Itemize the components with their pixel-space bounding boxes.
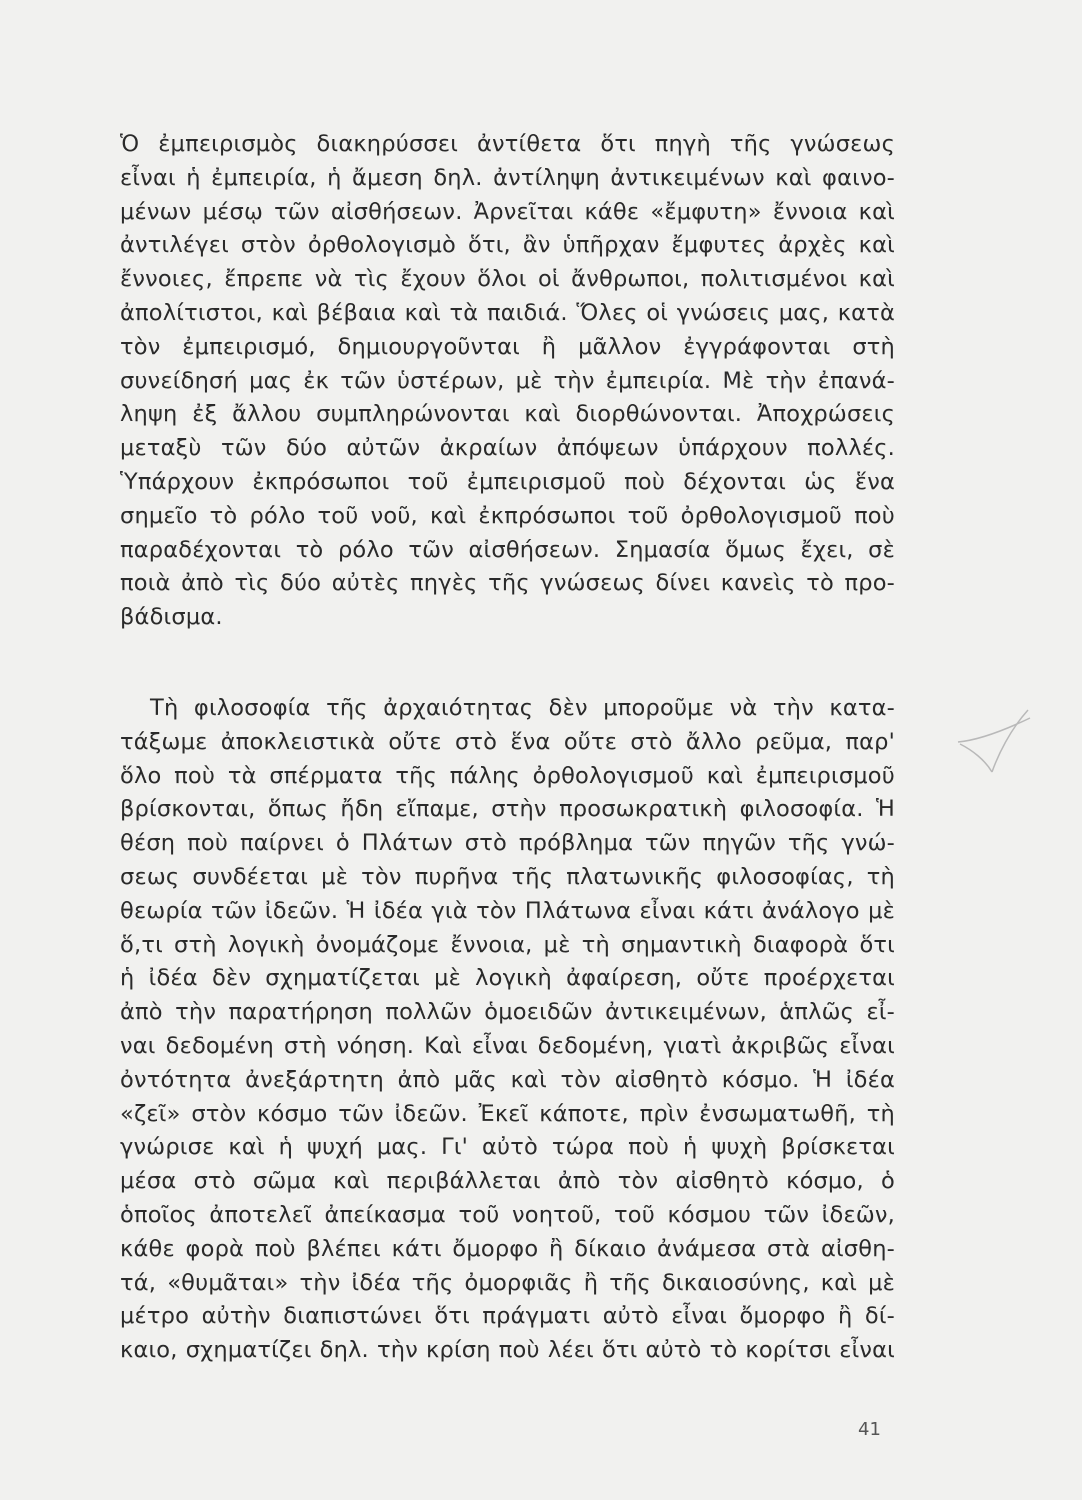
text-line: θέση ποὺ παίρνει ὁ Πλάτων στὸ πρόβλημα τῶν πηγῶν τῆς γνώ-: [120, 830, 895, 857]
paragraph-empiricism: [120, 128, 895, 635]
text-line: «ζεῖ» στὸν κόσμο τῶν ἰδεῶν. Ἐκεῖ κάποτε, πρὶν ἐνσωματωθῆ, τὴ: [120, 1100, 895, 1127]
text-line: Ὁ ἐμπειρισμὸς διακηρύσσει ἀντίθετα ὅτι πηγὴ τῆς γνώσεως: [120, 131, 895, 157]
text-line: μένων μέσῳ τῶν αἰσθήσεων. Ἀρνεῖται κάθε «ἔμφυτη» ἔννοια καὶ: [120, 198, 895, 225]
text-line: ὁποῖος ἀποτελεῖ ἀπείκασμα τοῦ νοητοῦ, τοῦ κόσμου τῶν ἰδεῶν,: [120, 1201, 895, 1228]
text-line: ναι δεδομένη στὴ νόηση. Καὶ εἶναι δεδομένη, γιατὶ ἀκριβῶς εἶναι: [120, 1032, 895, 1059]
text-line: κάθε φορὰ ποὺ βλέπει κάτι ὄμορφο ἢ δίκαιο ἀνάμεσα στὰ αἰσθη-: [120, 1235, 895, 1262]
paragraph-ancient-philosophy: [120, 692, 895, 1368]
text-line: ἀπολίτιστοι, καὶ βέβαια καὶ τὰ παιδιά. Ὅλες οἱ γνώσεις μας, κατὰ: [120, 299, 895, 326]
text-line: θεωρία τῶν ἰδεῶν. Ἡ ἰδέα γιὰ τὸν Πλάτωνα εἶναι κάτι ἀνάλογο μὲ: [120, 897, 895, 924]
text-line: ὅ,τι στὴ λογικὴ ὀνομάζομε ἔννοια, μὲ τὴ σημαντικὴ διαφορὰ ὅτι: [120, 931, 895, 958]
text-line: μεταξὺ τῶν δύο αὐτῶν ἀκραίων ἀπόψεων ὑπάρχουν πολλές.: [120, 435, 895, 462]
text-line: Ὑπάρχουν ἐκπρόσωποι τοῦ ἐμπειρισμοῦ ποὺ δέχονται ὡς ἕνα: [120, 468, 895, 495]
text-line: μέσα στὸ σῶμα καὶ περιβάλλεται ἀπὸ τὸν αἰσθητὸ κόσμο, ὁ: [120, 1168, 895, 1195]
text-line: βρίσκονται, ὅπως ἤδη εἴπαμε, στὴν προσωκρατικὴ φιλοσοφία. Ἡ: [120, 796, 895, 823]
text-line: γνώρισε καὶ ἡ ψυχή μας. Γι' αὐτὸ τώρα ποὺ ἡ ψυχὴ βρίσκεται: [120, 1134, 895, 1161]
text-line: σεως συνδέεται μὲ τὸν πυρῆνα τῆς πλατωνικῆς φιλοσοφίας, τὴ: [120, 863, 895, 890]
text-line: τὸν ἐμπειρισμό, δημιουργοῦνται ἢ μᾶλλον ἐγγράφονται στὴ: [120, 333, 895, 360]
text-line: τάξωμε ἀποκλειστικὰ οὔτε στὸ ἕνα οὔτε στὸ ἄλλο ρεῦμα, παρ': [120, 728, 895, 755]
text-line: παραδέχονται τὸ ρόλο τῶν αἰσθήσεων. Σημασία ὅμως ἔχει, σὲ: [120, 536, 895, 563]
text-line: καιο, σχηματίζει δηλ. τὴν κρίση ποὺ λέει ὅτι αὐτὸ τὸ κορίτσι εἶναι: [120, 1337, 895, 1364]
text-line: ποιὰ ἀπὸ τὶς δύο αὐτὲς πηγὲς τῆς γνώσεως δίνει κανεὶς τὸ προ-: [120, 570, 895, 597]
text-line: ἀντιλέγει στὸν ὀρθολογισμὸ ὅτι, ἂν ὑπῆρχαν ἔμφυτες ἀρχὲς καὶ: [120, 232, 895, 259]
text-line: ἡ ἰδέα δὲν σχηματίζεται μὲ λογικὴ ἀφαίρεση, οὔτε προέρχεται: [120, 965, 895, 992]
text-line: ὅλο ποὺ τὰ σπέρματα τῆς πάλης ὀρθολογισμοῦ καὶ ἐμπειρισμοῦ: [120, 762, 895, 789]
page-number: 41: [858, 1419, 881, 1440]
text-line: ἀπὸ τὴν παρατήρηση πολλῶν ὁμοειδῶν ἀντικειμένων, ἁπλῶς εἶ-: [120, 999, 895, 1026]
text-line: Τὴ φιλοσοφία τῆς ἀρχαιότητας δὲν μποροῦμε νὰ τὴν κατα-: [150, 695, 895, 721]
text-line: συνείδησή μας ἐκ τῶν ὑστέρων, μὲ τὴν ἐμπειρία. Μὲ τὴν ἐπανά-: [120, 367, 895, 394]
text-line: βάδισμα.: [120, 604, 223, 631]
pencil-mark-icon: [950, 700, 1040, 780]
text-line: σημεῖο τὸ ρόλο τοῦ νοῦ, καὶ ἐκπρόσωποι τοῦ ὀρθολογισμοῦ ποὺ: [120, 502, 895, 529]
text-line: εἶναι ἡ ἐμπειρία, ἡ ἄμεση δηλ. ἀντίληψη ἀντικειμένων καὶ φαινο-: [120, 164, 895, 191]
text-line: ἔννοιες, ἔπρεπε νὰ τὶς ἔχουν ὅλοι οἱ ἄνθρωποι, πολιτισμένοι καὶ: [120, 266, 895, 293]
text-line: ληψη ἐξ ἄλλου συμπληρώνονται καὶ διορθώνονται. Ἀποχρώσεις: [120, 401, 895, 428]
text-line: ὀντότητα ἀνεξάρτητη ἀπὸ μᾶς καὶ τὸν αἰσθητὸ κόσμο. Ἡ ἰδέα: [120, 1066, 895, 1093]
text-line: τά, «θυμᾶται» τὴν ἰδέα τῆς ὀμορφιᾶς ἢ τῆς δικαιοσύνης, καὶ μὲ: [120, 1269, 895, 1296]
text-line: μέτρο αὐτὴν διαπιστώνει ὅτι πράγματι αὐτὸ εἶναι ὄμορφο ἢ δί-: [120, 1303, 895, 1330]
